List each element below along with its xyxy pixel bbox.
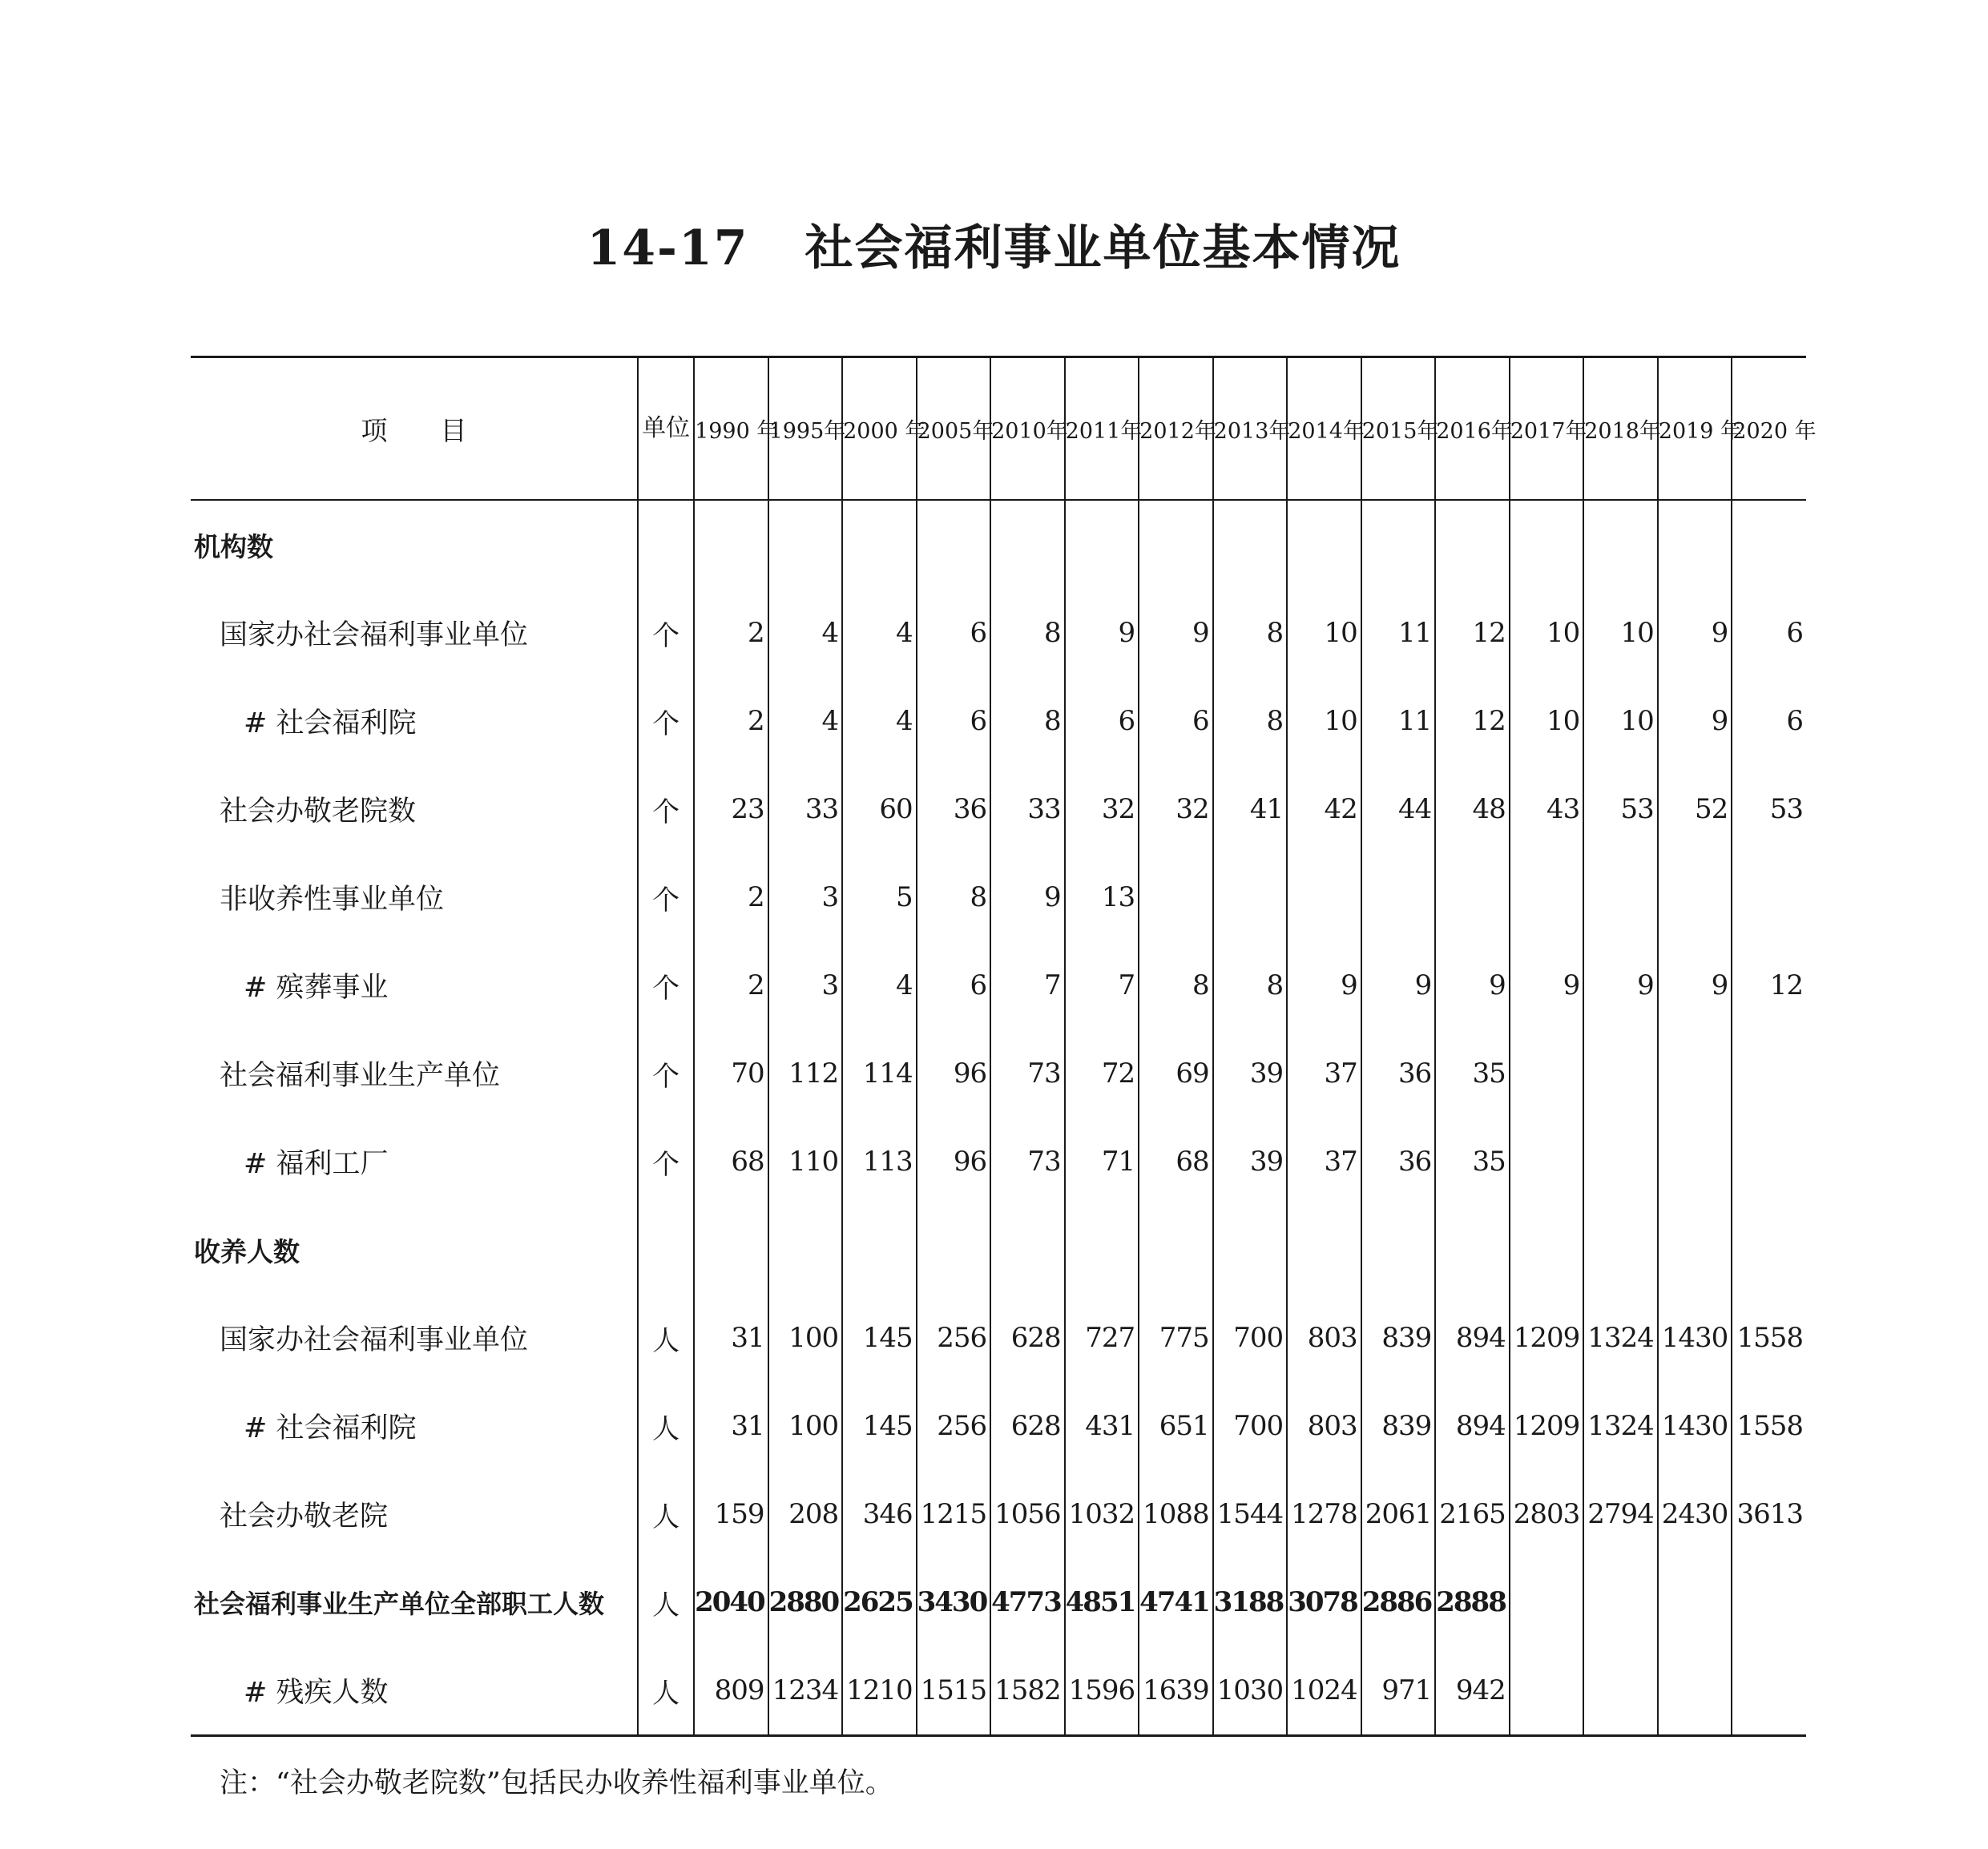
table-cell: 894: [1435, 1382, 1510, 1470]
table-cell: 6: [917, 677, 991, 765]
table-cell: [1213, 853, 1288, 941]
row-unit: 个: [638, 853, 694, 941]
table-cell: 4: [768, 677, 843, 765]
table-cell: 73: [990, 1029, 1065, 1118]
table-cell: [1510, 853, 1584, 941]
table-cell: 1558: [1732, 1294, 1806, 1382]
table-cell: 3188: [1213, 1558, 1288, 1646]
table-cell: 9: [1065, 589, 1139, 677]
table-cell: 6: [1139, 677, 1213, 765]
table-cell: [990, 1206, 1065, 1294]
table-cell: 1515: [917, 1646, 991, 1736]
table-row: [191, 677, 1806, 765]
table-cell: 3078: [1287, 1558, 1361, 1646]
table-cell: 114: [842, 1029, 917, 1118]
table-cell: 42: [1287, 765, 1361, 853]
table-cell: 8: [1213, 941, 1288, 1029]
table-cell: 839: [1361, 1382, 1436, 1470]
table-cell: 2: [694, 589, 768, 677]
table-cell: 12: [1435, 677, 1510, 765]
table-row: [191, 589, 1806, 677]
year-column-header: 1995年: [768, 357, 843, 501]
table-cell: 1278: [1287, 1470, 1361, 1558]
table-cell: 700: [1213, 1382, 1288, 1470]
table-row: [191, 1558, 1806, 1646]
row-label: 社会福利事业生产单位全部职工人数: [194, 1589, 605, 1619]
table-cell: 4: [842, 941, 917, 1029]
table-cell: 53: [1732, 765, 1806, 853]
table-cell: [1435, 853, 1510, 941]
year-column-header: 2012年: [1139, 357, 1213, 501]
table-cell: 3: [768, 853, 843, 941]
year-column-header: 2016年: [1435, 357, 1510, 501]
table-cell: 35: [1435, 1029, 1510, 1118]
table-cell: [842, 500, 917, 589]
table-cell: 7: [1065, 941, 1139, 1029]
table-cell: 1210: [842, 1646, 917, 1736]
year-column-header: 2019 年: [1658, 357, 1732, 501]
table-cell: [1213, 500, 1288, 589]
table-cell: [1361, 500, 1436, 589]
table-cell: [1583, 500, 1658, 589]
table-row: [191, 765, 1806, 853]
table-cell: 96: [917, 1029, 991, 1118]
table-cell: 6: [1732, 677, 1806, 765]
table-cell: [1658, 1646, 1732, 1736]
table-cell: 942: [1435, 1646, 1510, 1736]
year-column-header: 1990 年: [694, 357, 768, 501]
table-cell: 2165: [1435, 1470, 1510, 1558]
table-cell: 113: [842, 1118, 917, 1206]
table-row: [191, 1382, 1806, 1470]
table-cell: 145: [842, 1294, 917, 1382]
table-cell: 2430: [1658, 1470, 1732, 1558]
table-cell: 1596: [1065, 1646, 1139, 1736]
table-cell: [1287, 500, 1361, 589]
year-column-header: 2010年: [990, 357, 1065, 501]
table-cell: [1658, 1558, 1732, 1646]
table-cell: [1361, 853, 1436, 941]
row-unit: 人: [638, 1646, 694, 1736]
table-cell: 11: [1361, 677, 1436, 765]
table-cell: 6: [917, 941, 991, 1029]
table-cell: 4773: [990, 1558, 1065, 1646]
table-cell: 1324: [1583, 1382, 1658, 1470]
row-label: 非收养性事业单位: [220, 884, 445, 916]
table-cell: 8: [1213, 677, 1288, 765]
row-unit: 人: [638, 1382, 694, 1470]
table-cell: 43: [1510, 765, 1584, 853]
table-cell: 803: [1287, 1382, 1361, 1470]
table-cell: [694, 500, 768, 589]
table-cell: 7: [990, 941, 1065, 1029]
row-label: # 社会福利院: [244, 707, 417, 739]
table-cell: 12: [1732, 941, 1806, 1029]
table-cell: 8: [917, 853, 991, 941]
table-cell: [1139, 1206, 1213, 1294]
table-row: [191, 1118, 1806, 1206]
table-cell: 1544: [1213, 1470, 1288, 1558]
table-row: [191, 1029, 1806, 1118]
statistics-table: [191, 356, 1817, 1737]
year-column-header: 2000 年: [842, 357, 917, 501]
table-cell: 651: [1139, 1382, 1213, 1470]
table-cell: [1732, 1558, 1806, 1646]
section-header-row: [191, 1206, 1806, 1294]
footnote: 注：“社会办敬老院数”包括民办收养性福利事业单位。: [220, 1767, 893, 1799]
table-cell: 2040: [694, 1558, 768, 1646]
table-cell: [1583, 1206, 1658, 1294]
table-cell: [917, 1206, 991, 1294]
table-cell: 1582: [990, 1646, 1065, 1736]
row-unit: 个: [638, 677, 694, 765]
table-cell: 1324: [1583, 1294, 1658, 1382]
table-cell: 35: [1435, 1118, 1510, 1206]
table-row: [191, 941, 1806, 1029]
row-label: # 福利工厂: [244, 1148, 389, 1180]
section-header-row: [191, 500, 1806, 589]
page-title: [0, 210, 1988, 279]
table-cell: [1658, 1206, 1732, 1294]
table-cell: 96: [917, 1118, 991, 1206]
table-row: [191, 1294, 1806, 1382]
table-cell: [1435, 1206, 1510, 1294]
table-cell: 39: [1213, 1029, 1288, 1118]
row-label: 机构数: [194, 530, 273, 562]
table-cell: 8: [1139, 941, 1213, 1029]
table-cell: 346: [842, 1470, 917, 1558]
table-cell: 2886: [1361, 1558, 1436, 1646]
table-cell: 9: [990, 853, 1065, 941]
table-cell: 100: [768, 1294, 843, 1382]
table-cell: [1065, 1206, 1139, 1294]
table-cell: 4: [768, 589, 843, 677]
table-cell: [1583, 853, 1658, 941]
table-cell: 2061: [1361, 1470, 1436, 1558]
table-cell: 68: [1139, 1118, 1213, 1206]
row-unit: 个: [638, 765, 694, 853]
table-cell: 6: [1732, 589, 1806, 677]
unit-column-header: 单位: [638, 357, 694, 501]
table-cell: 3430: [917, 1558, 991, 1646]
table-cell: 2625: [842, 1558, 917, 1646]
table-cell: [1583, 1646, 1658, 1736]
table-cell: [694, 1206, 768, 1294]
table-cell: [1139, 853, 1213, 941]
table-cell: [1435, 500, 1510, 589]
table-cell: [1732, 1646, 1806, 1736]
table-cell: 9: [1139, 589, 1213, 677]
table-cell: 208: [768, 1470, 843, 1558]
table-cell: 10: [1510, 589, 1584, 677]
table-cell: 112: [768, 1029, 843, 1118]
table-cell: 1430: [1658, 1294, 1732, 1382]
table-cell: 727: [1065, 1294, 1139, 1382]
row-unit: 个: [638, 1118, 694, 1206]
year-column-header: 2015年: [1361, 357, 1436, 501]
row-unit: 个: [638, 941, 694, 1029]
header-row: [191, 357, 1806, 501]
table-cell: 1215: [917, 1470, 991, 1558]
table-cell: 9: [1361, 941, 1436, 1029]
table-cell: 1030: [1213, 1646, 1288, 1736]
table-cell: 5: [842, 853, 917, 941]
table-cell: 52: [1658, 765, 1732, 853]
table-cell: [917, 500, 991, 589]
table-title: 社会福利事业单位基本情况: [804, 220, 1401, 276]
table-cell: [1732, 1206, 1806, 1294]
table-number: 14-17: [587, 220, 749, 276]
table-cell: 9: [1435, 941, 1510, 1029]
table-cell: 1032: [1065, 1470, 1139, 1558]
table-cell: 2: [694, 677, 768, 765]
row-unit: [638, 500, 694, 589]
table-cell: 1209: [1510, 1294, 1584, 1382]
table-row: [191, 1646, 1806, 1736]
table-cell: 2880: [768, 1558, 843, 1646]
table-cell: 9: [1510, 941, 1584, 1029]
table-cell: 73: [990, 1118, 1065, 1206]
table-cell: 48: [1435, 765, 1510, 853]
row-label: 收养人数: [194, 1235, 300, 1267]
table-cell: 2: [694, 941, 768, 1029]
table-cell: 1209: [1510, 1382, 1584, 1470]
table-cell: 23: [694, 765, 768, 853]
table-cell: 8: [990, 677, 1065, 765]
table-cell: 803: [1287, 1294, 1361, 1382]
table-cell: 2888: [1435, 1558, 1510, 1646]
table-cell: [1732, 1029, 1806, 1118]
row-label: # 殡葬事业: [244, 972, 389, 1004]
table-cell: 36: [1361, 1118, 1436, 1206]
table-cell: [1065, 500, 1139, 589]
table-cell: 36: [917, 765, 991, 853]
row-unit: 人: [638, 1470, 694, 1558]
table-cell: [1732, 500, 1806, 589]
table-cell: 1056: [990, 1470, 1065, 1558]
table-cell: 628: [990, 1382, 1065, 1470]
table-cell: [1583, 1558, 1658, 1646]
table-cell: [1583, 1118, 1658, 1206]
table-cell: 33: [990, 765, 1065, 853]
table-cell: 33: [768, 765, 843, 853]
table-cell: 1234: [768, 1646, 843, 1736]
table-cell: [1213, 1206, 1288, 1294]
table-cell: 2803: [1510, 1470, 1584, 1558]
table-cell: 1088: [1139, 1470, 1213, 1558]
table-cell: 809: [694, 1646, 768, 1736]
table-cell: 36: [1361, 1029, 1436, 1118]
table-cell: [990, 500, 1065, 589]
table-cell: 10: [1287, 589, 1361, 677]
table-cell: 39: [1213, 1118, 1288, 1206]
table-cell: 256: [917, 1382, 991, 1470]
table-cell: [1510, 1646, 1584, 1736]
table-cell: [768, 1206, 843, 1294]
table-cell: 159: [694, 1470, 768, 1558]
table-cell: [1732, 1118, 1806, 1206]
table-cell: [1510, 1029, 1584, 1118]
table-cell: 10: [1510, 677, 1584, 765]
table-cell: 9: [1658, 941, 1732, 1029]
table-cell: 1558: [1732, 1382, 1806, 1470]
table-cell: 2: [694, 853, 768, 941]
table-cell: 71: [1065, 1118, 1139, 1206]
row-label: 社会福利事业生产单位: [220, 1060, 501, 1092]
table-cell: 11: [1361, 589, 1436, 677]
table-cell: 31: [694, 1294, 768, 1382]
table-cell: [1361, 1206, 1436, 1294]
year-column-header: 2013年: [1213, 357, 1288, 501]
table-cell: 3613: [1732, 1470, 1806, 1558]
table-cell: [1732, 853, 1806, 941]
table-cell: 32: [1139, 765, 1213, 853]
table-cell: 13: [1065, 853, 1139, 941]
table-cell: 9: [1658, 677, 1732, 765]
table-cell: 100: [768, 1382, 843, 1470]
table-cell: 37: [1287, 1029, 1361, 1118]
table-cell: 894: [1435, 1294, 1510, 1382]
table-cell: 6: [1065, 677, 1139, 765]
table-cell: [1287, 1206, 1361, 1294]
row-unit: 个: [638, 1029, 694, 1118]
table-cell: [1510, 1206, 1584, 1294]
table-cell: 32: [1065, 765, 1139, 853]
year-column-header: 2011年: [1065, 357, 1139, 501]
row-label: 国家办社会福利事业单位: [220, 1324, 529, 1356]
table-cell: 6: [917, 589, 991, 677]
row-label: 社会办敬老院: [220, 1501, 389, 1533]
table-cell: [842, 1206, 917, 1294]
row-label: 国家办社会福利事业单位: [220, 619, 529, 651]
table-cell: [768, 500, 843, 589]
table-cell: 2794: [1583, 1470, 1658, 1558]
table-cell: 10: [1583, 589, 1658, 677]
table-cell: [1510, 1558, 1584, 1646]
table-row: [191, 853, 1806, 941]
table-cell: 4: [842, 589, 917, 677]
table-cell: 110: [768, 1118, 843, 1206]
row-unit: 人: [638, 1294, 694, 1382]
table-cell: [1510, 500, 1584, 589]
table-cell: 9: [1287, 941, 1361, 1029]
table-cell: 72: [1065, 1029, 1139, 1118]
table-cell: 4: [842, 677, 917, 765]
row-unit: [638, 1206, 694, 1294]
year-column-header: 2005年: [917, 357, 991, 501]
table-cell: 68: [694, 1118, 768, 1206]
row-unit: 人: [638, 1558, 694, 1646]
table-cell: 4741: [1139, 1558, 1213, 1646]
table-cell: 431: [1065, 1382, 1139, 1470]
table-cell: [1510, 1118, 1584, 1206]
year-column-header: 2018年: [1583, 357, 1658, 501]
table-row: [191, 1470, 1806, 1558]
table-cell: 700: [1213, 1294, 1288, 1382]
table-cell: 41: [1213, 765, 1288, 853]
table-cell: 69: [1139, 1029, 1213, 1118]
table-cell: 8: [1213, 589, 1288, 677]
table-cell: 1639: [1139, 1646, 1213, 1736]
table-cell: [1658, 853, 1732, 941]
table-cell: 1430: [1658, 1382, 1732, 1470]
year-column-header: 2014年: [1287, 357, 1361, 501]
row-unit: 个: [638, 589, 694, 677]
table-cell: 44: [1361, 765, 1436, 853]
table-cell: [1658, 1029, 1732, 1118]
item-column-header: 项 目: [191, 357, 638, 501]
table-cell: 3: [768, 941, 843, 1029]
table-cell: 9: [1583, 941, 1658, 1029]
table-cell: 10: [1583, 677, 1658, 765]
table-cell: [1287, 853, 1361, 941]
table-cell: [1583, 1029, 1658, 1118]
table-cell: 9: [1658, 589, 1732, 677]
row-label: 社会办敬老院数: [220, 796, 417, 828]
table-cell: 256: [917, 1294, 991, 1382]
table-cell: 628: [990, 1294, 1065, 1382]
table-cell: 8: [990, 589, 1065, 677]
table-cell: 839: [1361, 1294, 1436, 1382]
table-cell: 31: [694, 1382, 768, 1470]
row-label: # 残疾人数: [244, 1677, 389, 1709]
table-cell: [1658, 1118, 1732, 1206]
table-body: [191, 500, 1806, 1736]
year-column-header: 2020 年: [1732, 357, 1806, 501]
table-cell: [1658, 500, 1732, 589]
table-cell: 37: [1287, 1118, 1361, 1206]
table-cell: 775: [1139, 1294, 1213, 1382]
year-column-header: 2017年: [1510, 357, 1584, 501]
table-cell: 971: [1361, 1646, 1436, 1736]
table-cell: 60: [842, 765, 917, 853]
table-cell: 4851: [1065, 1558, 1139, 1646]
table-cell: 1024: [1287, 1646, 1361, 1736]
table-cell: [1139, 500, 1213, 589]
row-label: # 社会福利院: [244, 1412, 417, 1444]
table-cell: 10: [1287, 677, 1361, 765]
table-cell: 12: [1435, 589, 1510, 677]
table-cell: 145: [842, 1382, 917, 1470]
table-cell: 70: [694, 1029, 768, 1118]
table-cell: 53: [1583, 765, 1658, 853]
